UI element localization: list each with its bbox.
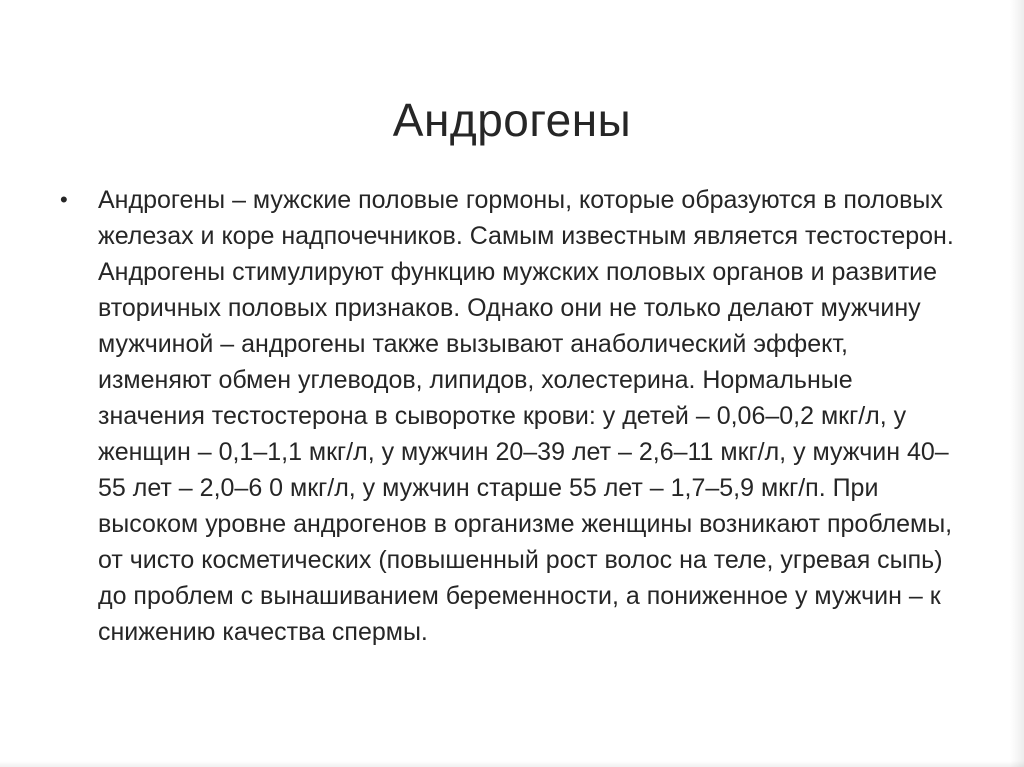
bullet-dot: • xyxy=(60,187,68,212)
bullet-item xyxy=(60,182,960,650)
bullet-text: Андрогены – мужские половые гормоны, которые образуются в половых железах и коре надпочечников. Самым известным является тестостерон. Андрогены стимулируют функцию мужских половых органов и развитие вторичных половых признаков. Однако они не только делают мужчину мужчиной – андрогены также вызывают анаболический эффект, изменяют обмен углеводов, липидов, холестерина. Нормальные значения тестостерона в сыворотке крови: у детей – 0,06–0,2 мкг/л, у женщин – 0,1–1,1 мкг/л, у мужчин 20–39 лет – 2,6–11 мкг/л, у мужчин 40–55 лет – 2,0–6 0 мкг/л, у мужчин старше 55 лет – 1,7–5,9 мкг/п. При высоком уровне андрогенов в организме женщины возникают проблемы, от чисто косметических (повышенный рост волос на теле, угревая сыпь) до проблем с вынашиванием беременности, а пониженное у мужчин – к снижению качества спермы. xyxy=(98,186,954,646)
slide-bottom-shadow xyxy=(0,761,1024,767)
slide-title: Андрогены xyxy=(392,93,632,146)
slide-content xyxy=(60,182,960,650)
